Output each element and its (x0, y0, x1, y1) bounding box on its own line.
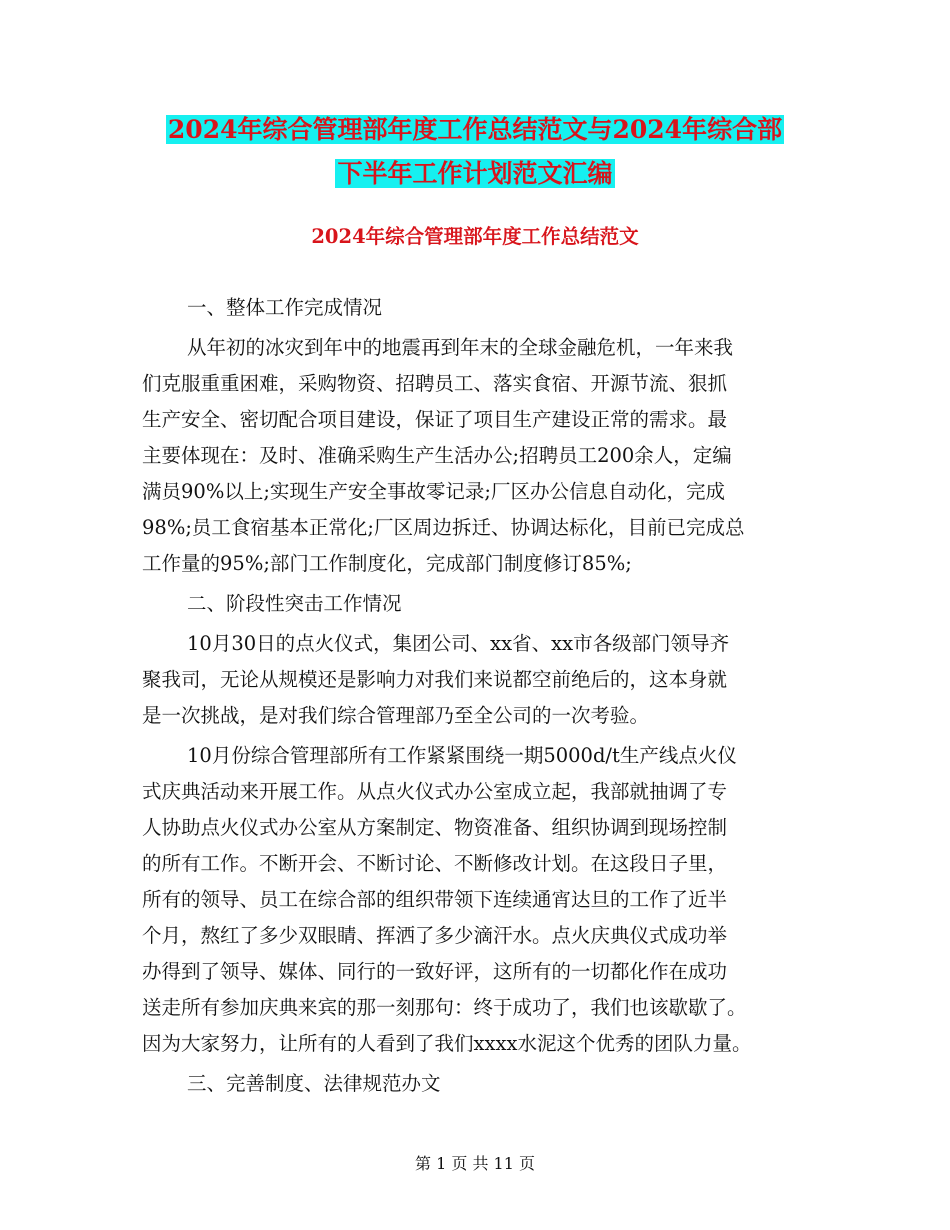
heading-regulations: 三、完善制度、法律规范办文 (187, 1072, 441, 1095)
paragraph-line: 生产安全、密切配合项目建设，保证了项目生产建设正常的需求。最 (142, 408, 728, 431)
heading-overall-work: 一、整体工作完成情况 (187, 296, 383, 319)
paragraph-line: 人协助点火仪式办公室从方案制定、物资准备、组织协调到现场控制 (142, 816, 728, 839)
paragraph-line: 聚我司，无论从规模还是影响力对我们来说都空前绝后的，这本身就 (142, 668, 728, 691)
heading-stage-work: 二、阶段性突击工作情况 (187, 592, 402, 615)
paragraph-line: 工作量的95%;部门工作制度化，完成部门制度修订85%; (142, 552, 632, 575)
paragraph-line: 从年初的冰灾到年中的地震再到年末的全球金融危机，一年来我 (187, 336, 734, 359)
paragraph-line: 10月30日的点火仪式，集团公司、xx省、xx市各级部门领导齐 (187, 632, 730, 655)
paragraph-line: 10月份综合管理部所有工作紧紧围绕一期5000d/t生产线点火仪 (187, 744, 737, 767)
paragraph-line: 式庆典活动来开展工作。从点火仪式办公室成立起，我部就抽调了专 (142, 780, 728, 803)
paragraph-line: 的所有工作。不断开会、不断讨论、不断修改计划。在这段日子里， (142, 852, 728, 875)
paragraph-line: 98%;员工食宿基本正常化;厂区周边拆迁、协调达标化，目前已完成总 (142, 516, 745, 539)
paragraph-line: 因为大家努力，让所有的人看到了我们xxxx水泥这个优秀的团队力量。 (142, 1032, 752, 1055)
document-title-line-1 (0, 113, 950, 147)
paragraph-line: 所有的领导、员工在综合部的组织带领下连续通宵达旦的工作了近半 (142, 888, 728, 911)
paragraph-line: 办得到了领导、媒体、同行的一致好评，这所有的一切都化作在成功 (142, 960, 728, 983)
paragraph-line: 主要体现在：及时、准确采购生产生活办公;招聘员工200余人，定编 (142, 444, 732, 467)
paragraph-line: 送走所有参加庆典来宾的那一刻那句：终于成功了，我们也该歇歇了。 (142, 996, 747, 1019)
title-highlight: 2024年综合管理部年度工作总结范文与2024年综合部 (167, 115, 783, 144)
paragraph-line: 满员90%以上;实现生产安全事故零记录;厂区办公信息自动化，完成 (142, 480, 725, 503)
title-highlight: 下半年工作计划范文汇编 (337, 159, 613, 188)
paragraph-line: 们克服重重困难，采购物资、招聘员工、落实食宿、开源节流、狠抓 (142, 372, 728, 395)
section-title: 2024年综合管理部年度工作总结范文 (311, 225, 639, 248)
document-title-line-2 (0, 157, 950, 191)
paragraph-line: 是一次挑战，是对我们综合管理部乃至全公司的一次考验。 (142, 704, 650, 727)
page-footer: 第 1 页 共 11 页 (415, 1154, 535, 1173)
paragraph-line: 个月，熬红了多少双眼睛、挥洒了多少滴汗水。点火庆典仪式成功举 (142, 924, 728, 947)
